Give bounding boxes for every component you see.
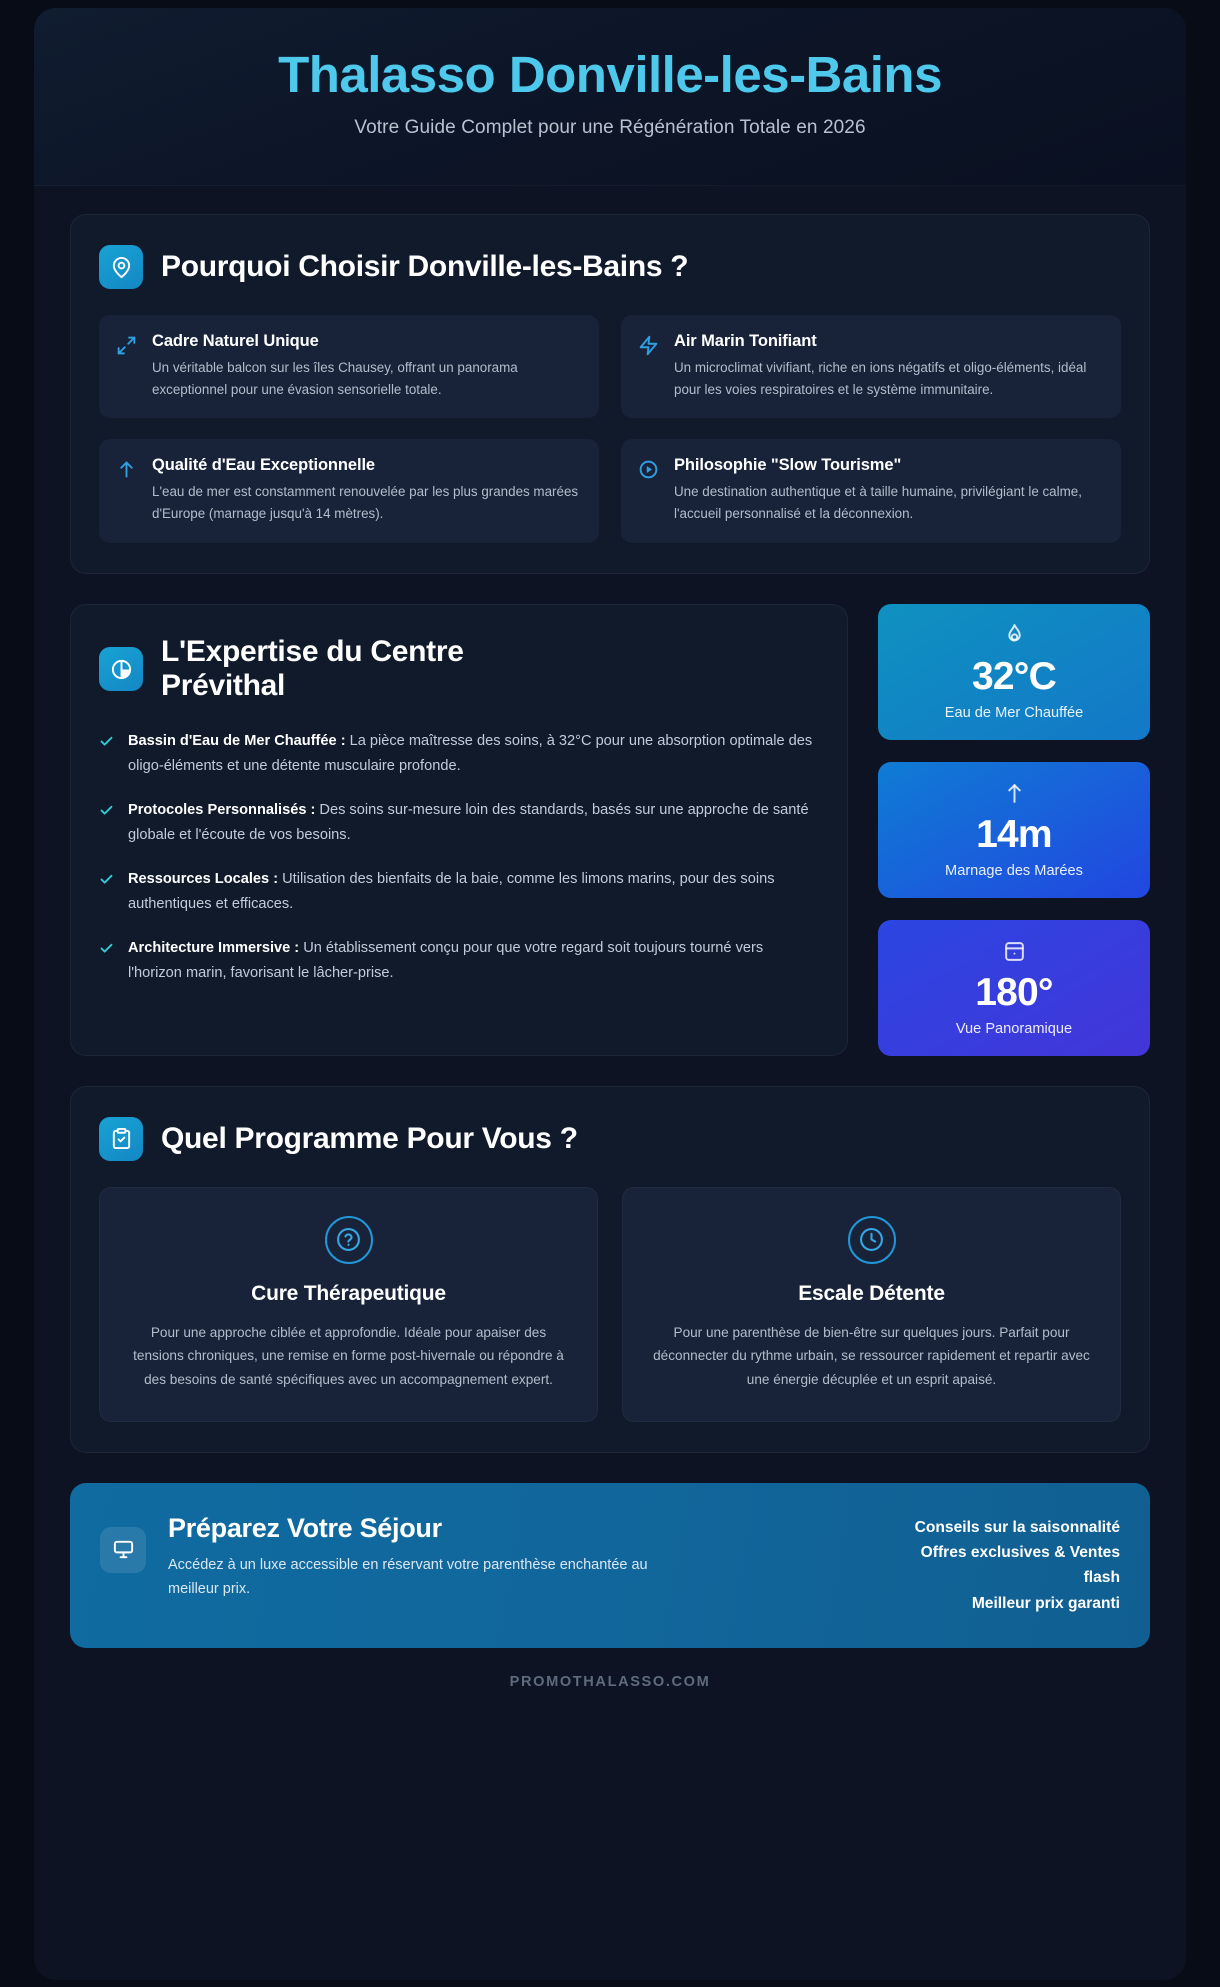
program-grid — [99, 1187, 1121, 1422]
program-card-escale — [622, 1187, 1121, 1422]
list-item — [99, 867, 819, 916]
program-card-cure — [99, 1187, 598, 1422]
footer-site-name: PROMOTHALASSO.COM — [509, 1673, 711, 1690]
expertise-section-title: L'Expertise du Centre Prévithal — [161, 634, 464, 702]
clock-icon — [848, 1216, 896, 1264]
pie-chart-icon — [99, 647, 143, 691]
stat-label: Eau de Mer Chauffée — [944, 704, 1084, 721]
list-item-lead: Bassin d'Eau de Mer Chauffée : — [128, 733, 346, 750]
stats-column — [878, 604, 1150, 1056]
expertise-row — [70, 604, 1150, 1056]
cta-benefits-list — [888, 1513, 1120, 1616]
stat-card-water-temperature — [878, 604, 1150, 740]
why-section — [70, 214, 1150, 574]
cta-text: Accédez à un luxe accessible en réservant votre parenthèse enchantée au meilleur prix. — [168, 1556, 648, 1597]
stat-label: Vue Panoramique — [955, 1020, 1073, 1037]
panorama-icon — [1002, 939, 1027, 964]
play-circle-icon — [638, 459, 659, 480]
move-up-icon — [1002, 781, 1027, 806]
feature-card — [99, 315, 599, 418]
stat-value: 14m — [976, 812, 1052, 856]
infographic-sheet — [34, 8, 1186, 1980]
list-item — [99, 729, 819, 778]
page-title: Thalasso Donville-les-Bains — [278, 46, 942, 103]
feature-card — [621, 315, 1121, 418]
program-title: Escale Détente — [798, 1281, 945, 1305]
check-icon — [99, 803, 114, 818]
feature-text: Une destination authentique et à taille humaine, privilégiant le calme, l'accueil personnalisé et la déconnexion. — [674, 484, 1082, 522]
feature-title: Qualité d'Eau Exceptionnelle — [152, 456, 376, 475]
check-icon — [99, 872, 114, 887]
stat-value: 180° — [975, 970, 1053, 1014]
feature-title: Cadre Naturel Unique — [152, 332, 319, 350]
program-section-header — [99, 1117, 1121, 1161]
zap-icon — [638, 335, 659, 356]
program-text: Pour une approche ciblée et approfondie. Idéale pour apaiser des tensions chroniques, une remise en forme post-hivernale ou répondre à des besoins de santé spécifiques avec un accompagnement expert. — [133, 1324, 564, 1387]
program-section-title: Quel Programme Pour Vous ? — [161, 1121, 578, 1155]
cta-benefit: Meilleur prix garanti — [971, 1594, 1120, 1612]
program-title: Cure Thérapeutique — [251, 1281, 446, 1305]
stat-card-panoramic-view — [878, 920, 1150, 1056]
list-item-lead: Ressources Locales : — [128, 871, 279, 888]
page-header — [34, 8, 1186, 186]
list-item-lead: Protocoles Personnalisés : — [128, 802, 316, 819]
flame-icon — [1002, 623, 1027, 648]
cta-content — [168, 1513, 866, 1601]
feature-title: Philosophie "Slow Tourisme" — [674, 456, 902, 475]
expertise-section-header — [99, 635, 819, 703]
program-section — [70, 1086, 1150, 1453]
expertise-list — [99, 729, 819, 985]
feature-card — [621, 439, 1121, 542]
program-text: Pour une parenthèse de bien-être sur quelques jours. Parfait pour déconnecter du rythme urbain, se ressourcer rapidement et repartir avec une énergie décuplée et un esprit apaisé. — [653, 1324, 1090, 1387]
list-item-text: Un établissement conçu pour que votre regard soit toujours tourné vers l'horizon marin, favorisant le lâcher-prise. — [128, 940, 764, 981]
cta-banner — [70, 1483, 1150, 1648]
cta-benefit: Offres exclusives & Ventes flash — [920, 1544, 1120, 1587]
list-item — [99, 936, 819, 985]
why-section-header — [99, 245, 1121, 289]
list-item-lead: Architecture Immersive : — [128, 940, 300, 957]
feature-text: Un microclimat vivifiant, riche en ions négatifs et oligo-éléments, idéal pour les voies respiratoires et le système immunitaire. — [674, 360, 1087, 397]
monitor-icon — [100, 1527, 146, 1573]
stat-label: Marnage des Marées — [945, 862, 1083, 879]
page-subtitle: Votre Guide Complet pour une Régénération Totale en 2026 — [354, 117, 866, 139]
check-icon — [99, 941, 114, 956]
feature-card — [99, 439, 599, 542]
list-item — [99, 798, 819, 847]
help-circle-icon — [325, 1216, 373, 1264]
list-item-text: Des soins sur-mesure loin des standards, basés sur une approche de santé globale et l'écoute de vos besoins. — [128, 802, 809, 843]
why-section-title: Pourquoi Choisir Donville-les-Bains ? — [161, 249, 689, 283]
list-item-text: La pièce maîtresse des soins, à 32°C pour une absorption optimale des oligo-éléments et une détente musculaire profonde. — [128, 733, 813, 774]
cta-benefit: Conseils sur la saisonnalité — [914, 1518, 1120, 1536]
stat-value: 32°C — [972, 654, 1056, 698]
cta-title: Préparez Votre Séjour — [168, 1512, 442, 1543]
feature-text: Un véritable balcon sur les îles Chausey, offrant un panorama exceptionnel pour une évasion sensorielle totale. — [152, 360, 518, 397]
map-pin-icon — [99, 245, 143, 289]
maximize-icon — [116, 335, 137, 356]
feature-grid — [99, 315, 1121, 543]
check-icon — [99, 734, 114, 749]
clipboard-check-icon — [99, 1117, 143, 1161]
feature-text: L'eau de mer est constamment renouvelée par les plus grandes marées d'Europe (marnage jusqu'à 14 mètres). — [152, 484, 579, 522]
expertise-section — [70, 604, 848, 1056]
arrow-up-icon — [116, 459, 137, 480]
feature-title: Air Marin Tonifiant — [674, 332, 817, 350]
list-item-text: Utilisation des bienfaits de la baie, comme les limons marins, pour des soins authentiques et efficaces. — [128, 871, 775, 912]
stat-card-tidal-range — [878, 762, 1150, 898]
